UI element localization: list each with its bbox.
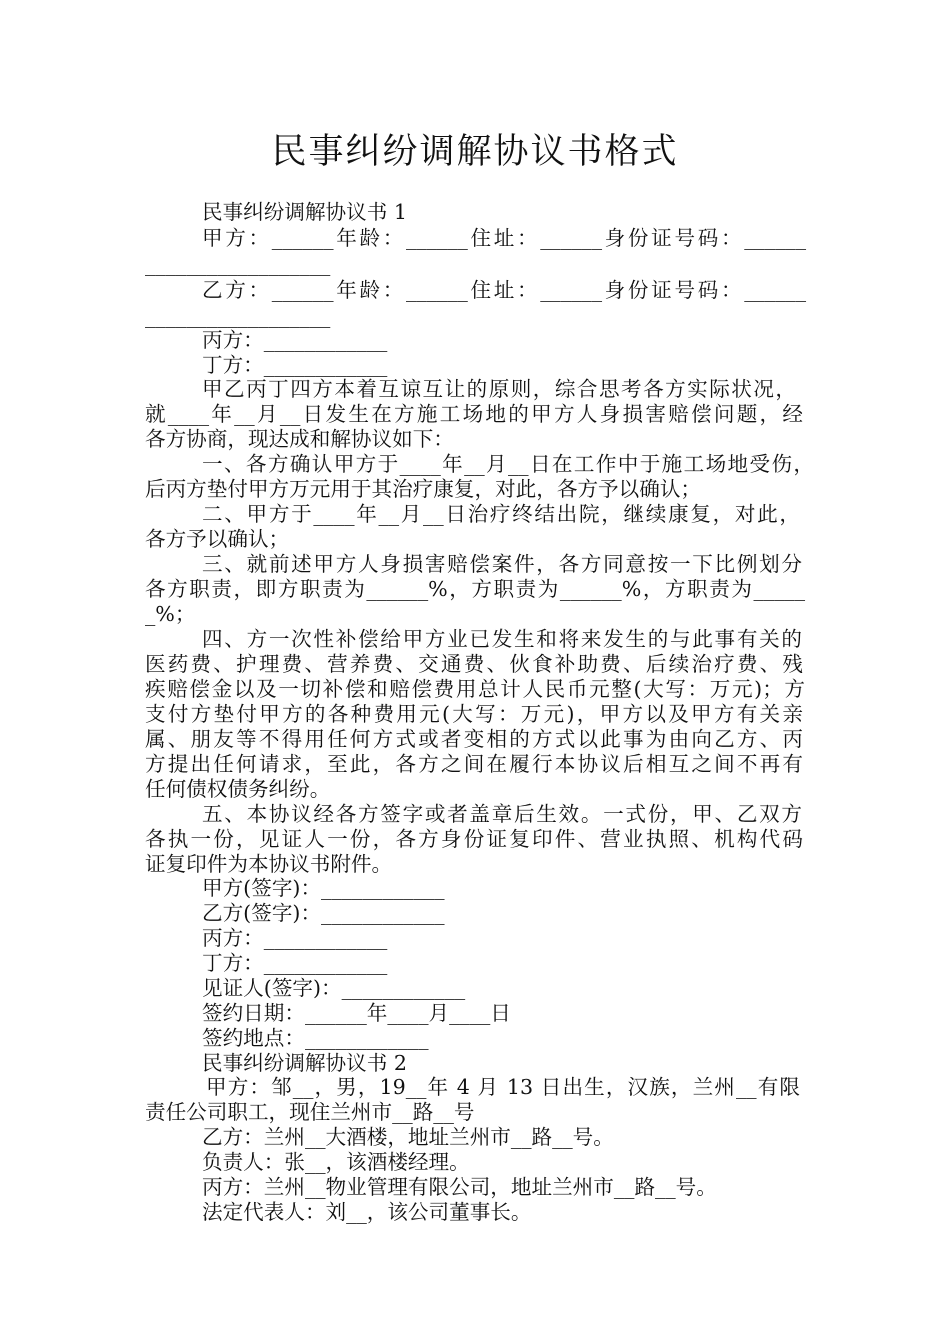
- text-line: 签约日期：______年____月____日: [202, 1001, 511, 1025]
- text-line: 任何债权债务纠纷。: [145, 777, 331, 801]
- text-line: 方提出任何请求，至此，各方之间在履行本协议后相互之间不再有: [145, 752, 803, 776]
- text-line: 甲方：邹__，男，19__年 4 月 13 日出生，汉族，兰州__有限: [206, 1075, 800, 1099]
- text-line: 医药费、护理费、营养费、交通费、伙食补助费、后续治疗费、残: [145, 652, 803, 676]
- text-line: 就____年__月__日发生在方施工场地的甲方人身损害赔偿问题，经: [145, 402, 803, 426]
- text-line: 乙方：兰州__大酒楼，地址兰州市__路__号。: [202, 1125, 614, 1149]
- text-line: 民事纠纷调解协议书 2: [202, 1051, 407, 1075]
- text-line: 后丙方垫付甲方万元用于其治疗康复，对此，各方予以确认；: [145, 477, 702, 501]
- text-line: 支付方垫付甲方的各种费用元(大写：万元)，甲方以及甲方有关亲: [145, 702, 803, 726]
- text-line: 甲乙丙丁四方本着互谅互让的原则，综合思考各方实际状况，: [202, 377, 796, 401]
- text-line: 丁方：____________: [202, 951, 388, 975]
- text-line: 丙方：兰州__物业管理有限公司，地址兰州市__路__号。: [202, 1175, 717, 1199]
- text-line: 负责人：张__，该酒楼经理。: [202, 1150, 470, 1174]
- text-line: __________________: [145, 252, 331, 276]
- text-line: 各方协商，现达成和解协议如下：: [145, 427, 454, 451]
- text-line: 各方职责，即方职责为______%，方职责为______%，方职责为_____: [145, 577, 805, 601]
- text-line: 甲方：______年龄：______住址：______身份证号码：______: [202, 226, 806, 250]
- text-line: 三、就前述甲方人身损害赔偿案件，各方同意按一下比例划分: [202, 552, 802, 576]
- text-line: 属、朋友等不得用任何方式或者变相的方式以此事为由向乙方、丙: [145, 727, 803, 751]
- text-line: 各执一份，见证人一份，各方身份证复印件、营业执照、机构代码: [145, 827, 803, 851]
- text-line: 五、本协议经各方签字或者盖章后生效。一式份，甲、乙双方: [202, 802, 802, 826]
- text-line: 证复印件为本协议书附件。: [145, 852, 393, 876]
- text-line: 丙方：____________: [202, 328, 388, 352]
- text-line: 责任公司职工，现住兰州市__路__号: [145, 1100, 475, 1124]
- text-line: 乙方：______年龄：______住址：______身份证号码：______: [202, 278, 806, 302]
- text-line: 各方予以确认；: [145, 527, 290, 551]
- text-line: 乙方(签字)：____________: [202, 901, 445, 925]
- text-line: 四、方一次性补偿给甲方业已发生和将来发生的与此事有关的: [202, 627, 802, 651]
- text-line: __________________: [145, 304, 331, 328]
- text-line: 见证人(签字)：____________: [202, 976, 466, 1000]
- document-title: 民事纠纷调解协议书格式: [271, 132, 679, 172]
- text-line: 法定代表人：刘__，该公司董事长。: [202, 1200, 532, 1224]
- text-line: 二、甲方于____年__月__日治疗终结出院，继续康复，对此，: [202, 502, 800, 526]
- text-line: 签约地点：____________: [202, 1026, 429, 1050]
- text-line: 丁方：____________: [202, 353, 388, 377]
- text-line: 一、各方确认甲方于____年__月__日在工作中于施工场地受伤，: [202, 452, 814, 476]
- text-line: 民事纠纷调解协议书 1: [202, 200, 407, 224]
- text-line: 疾赔偿金以及一切补偿和赔偿费用总计人民币元整(大写：万元)；方: [145, 677, 805, 701]
- text-line: _%；: [145, 602, 196, 626]
- text-line: 甲方(签字)：____________: [202, 876, 445, 900]
- text-line: 丙方：____________: [202, 926, 388, 950]
